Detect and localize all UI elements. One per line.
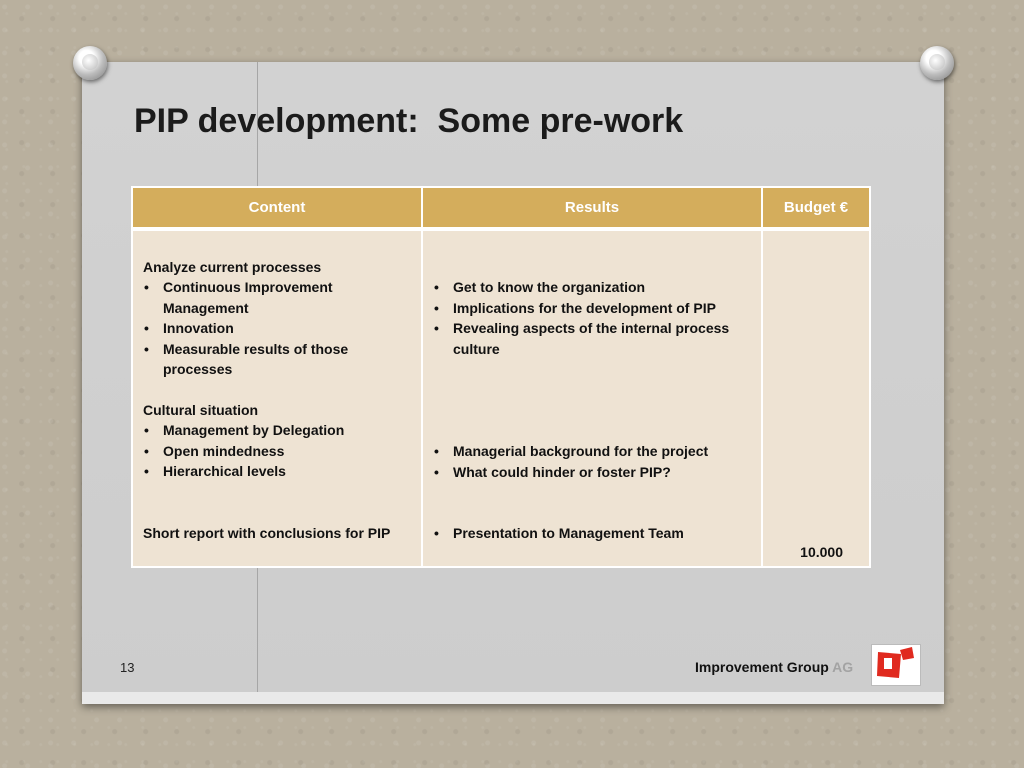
list-item: • Get to know the organization bbox=[433, 277, 755, 298]
content-cell bbox=[132, 229, 422, 567]
list-item: • Measurable results of those processes bbox=[143, 339, 415, 380]
section-title: Short report with conclusions for PIP bbox=[143, 525, 391, 541]
brand-name: Improvement Group bbox=[695, 659, 829, 675]
slide-title: PIP development: Some pre-work bbox=[134, 102, 684, 140]
table-header-row bbox=[132, 187, 870, 229]
header-content: Content bbox=[132, 187, 422, 229]
brand-suffix: AG bbox=[832, 659, 854, 675]
list-item: • What could hinder or foster PIP? bbox=[433, 462, 755, 483]
footer-brand bbox=[695, 659, 853, 675]
bullet-list bbox=[433, 277, 755, 359]
pre-work-table bbox=[131, 186, 871, 568]
section-title: Cultural situation bbox=[143, 402, 259, 418]
list-item: • Presentation to Management Team bbox=[433, 523, 755, 544]
bullet-list bbox=[433, 441, 755, 482]
list-item: • Implications for the development of PIP bbox=[433, 298, 755, 319]
bullet-list bbox=[433, 523, 755, 544]
budget-cell bbox=[762, 229, 870, 567]
results-group-background bbox=[433, 441, 755, 482]
page-number: 13 bbox=[120, 660, 135, 675]
list-item: • Revealing aspects of the internal process culture bbox=[433, 318, 755, 359]
pushpin-icon bbox=[920, 46, 954, 80]
header-results: Results bbox=[422, 187, 762, 229]
budget-value: 10.000 bbox=[800, 544, 843, 560]
list-item: • Innovation bbox=[143, 318, 415, 339]
bullet-list bbox=[143, 420, 415, 482]
list-item: • Hierarchical levels bbox=[143, 461, 415, 482]
results-cell bbox=[422, 229, 762, 567]
section-title: Analyze current processes bbox=[143, 259, 322, 275]
improvement-group-logo-icon bbox=[872, 645, 920, 685]
pushpin-icon bbox=[73, 46, 107, 80]
bullet-list bbox=[143, 277, 415, 380]
content-section-processes bbox=[143, 257, 415, 380]
list-item: • Continuous Improvement Management bbox=[143, 277, 415, 318]
list-item: • Management by Delegation bbox=[143, 420, 415, 441]
results-group-presentation bbox=[433, 523, 755, 544]
results-group-organization bbox=[433, 277, 755, 359]
list-item: • Managerial background for the project bbox=[433, 441, 755, 462]
content-section-report bbox=[143, 523, 415, 543]
header-budget: Budget € bbox=[762, 187, 870, 229]
content-section-culture bbox=[143, 400, 415, 482]
table-row bbox=[132, 229, 870, 567]
list-item: • Open mindedness bbox=[143, 441, 415, 462]
